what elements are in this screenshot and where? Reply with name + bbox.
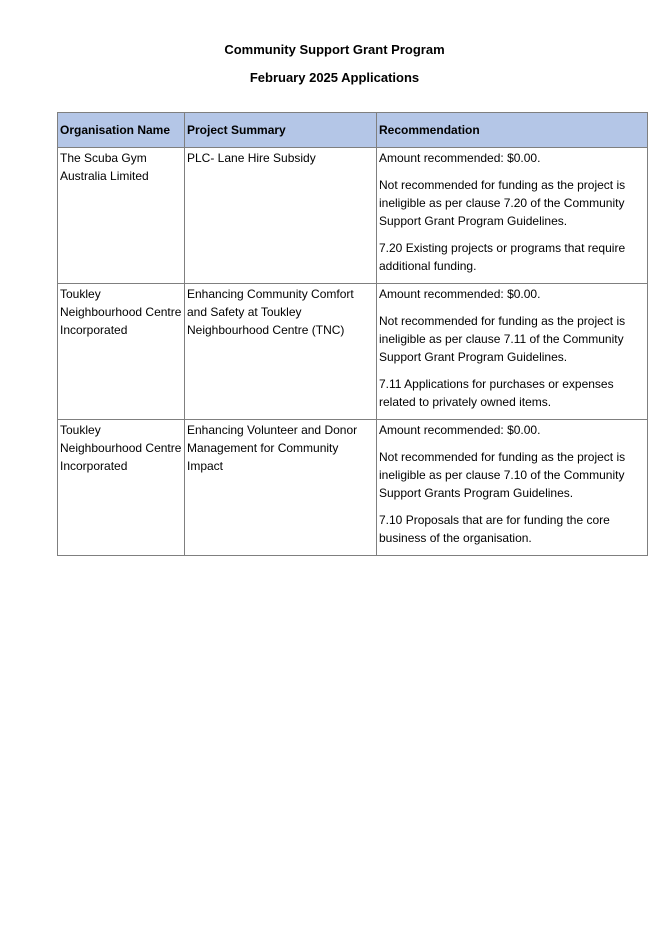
document-subtitle: February 2025 Applications bbox=[249, 70, 420, 85]
table-row bbox=[58, 420, 648, 556]
recommendation-cell bbox=[377, 284, 648, 420]
recommendation-reason: Not recommended for funding as the project is ineligible as per clause 7.20 of the Community Support Grant Program Guidelines. bbox=[379, 178, 626, 228]
recommendation-amount: Amount recommended: $0.00. bbox=[379, 287, 541, 301]
recommendation-cell bbox=[377, 420, 648, 556]
table-row bbox=[58, 148, 648, 284]
recommendation-clause: 7.20 Existing projects or programs that require additional funding. bbox=[379, 241, 626, 273]
recommendation-amount: Amount recommended: $0.00. bbox=[379, 423, 541, 437]
applications-table bbox=[57, 112, 648, 556]
header-project-summary: Project Summary bbox=[185, 113, 377, 148]
organisation-cell: The Scuba Gym Australia Limited bbox=[58, 148, 185, 284]
table-row bbox=[58, 284, 648, 420]
recommendation-reason: Not recommended for funding as the project is ineligible as per clause 7.10 of the Community Support Grants Program Guidelines. bbox=[379, 450, 626, 500]
recommendation-reason: Not recommended for funding as the project is ineligible as per clause 7.11 of the Community Support Grant Program Guidelines. bbox=[379, 314, 626, 364]
project-cell: PLC- Lane Hire Subsidy bbox=[185, 148, 377, 284]
recommendation-cell bbox=[377, 148, 648, 284]
recommendation-clause: 7.10 Proposals that are for funding the core business of the organisation. bbox=[379, 513, 610, 545]
organisation-cell: Toukley Neighbourhood Centre Incorporated bbox=[58, 420, 185, 556]
recommendation-clause: 7.11 Applications for purchases or expenses related to privately owned items. bbox=[379, 377, 614, 409]
header-organisation-name: Organisation Name bbox=[58, 113, 185, 148]
recommendation-amount: Amount recommended: $0.00. bbox=[379, 151, 541, 165]
project-cell: Enhancing Volunteer and Donor Management for Community Impact bbox=[185, 420, 377, 556]
header-recommendation: Recommendation bbox=[377, 113, 648, 148]
project-cell: Enhancing Community Comfort and Safety at Toukley Neighbourhood Centre (TNC) bbox=[185, 284, 377, 420]
table-header-row bbox=[58, 113, 648, 148]
document-title: Community Support Grant Program bbox=[224, 42, 445, 57]
organisation-cell: Toukley Neighbourhood Centre Incorporated bbox=[58, 284, 185, 420]
